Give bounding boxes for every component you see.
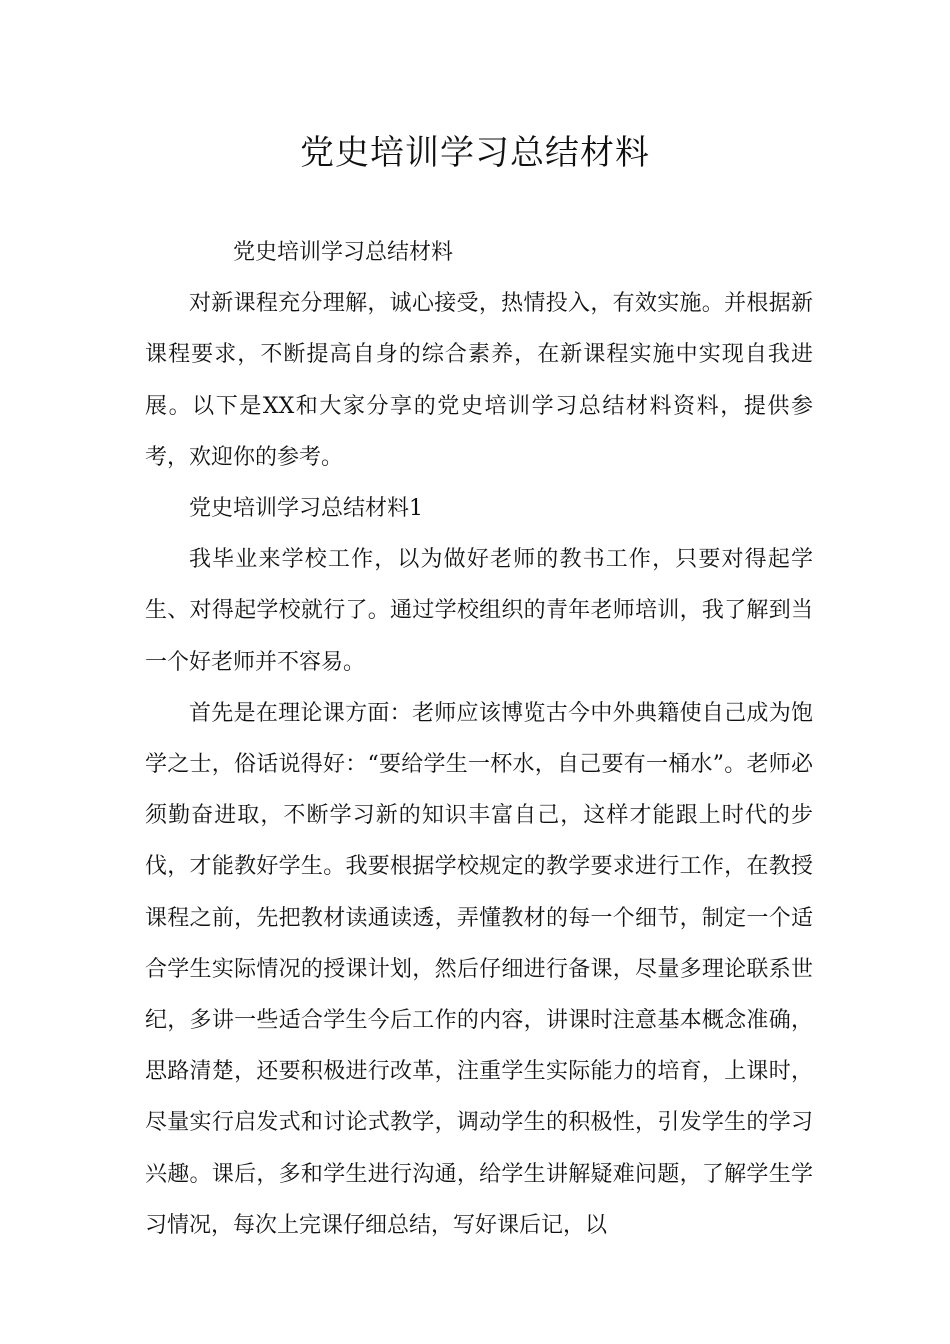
document-title: 党史培训学习总结材料 (300, 133, 650, 173)
subtitle-paragraph: 党史培训学习总结材料 (233, 240, 454, 265)
intro-paragraph: 对新课程充分理解，诚心接受，热情投入，有效实施。并根据新课程要求，不断提高自身的综合素养，在新课程实施中实现自我进展。以下是XX和大家分享的党史培训学习总结材料资料，提供参考，欢迎你的参考。 (145, 291, 813, 470)
document-body (145, 227, 813, 1251)
body-paragraph: 首先是在理论课方面：老师应该博览古今中外典籍使自己成为饱学之士，俗话说得好：“要给学生一杯水，自己要有一桶水”。老师必须勤奋进取，不断学习新的知识丰富自己，这样才能跟上时代的步伐，才能教好学生。我要根据学校规定的教学要求进行工作，在教授课程之前，先把教材读通读透，弄懂教材的每一个细节，制定一个适合学生实际情况的授课计划，然后仔细进行备课，尽量多理论联系世纪，多讲一些适合学生今后工作的内容，讲课时注意基本概念准确，思路清楚，还要积极进行改革，注重学生实际能力的培育，上课时，尽量实行启发式和讨论式教学，调动学生的积极性，引发学生的学习兴趣。课后，多和学生进行沟通，给学生讲解疑难问题，了解学生学习情况，每次上完课仔细总结，写好课后记，以 (145, 700, 813, 1238)
body-paragraph: 我毕业来学校工作，以为做好老师的教书工作，只要对得起学生、对得起学校就行了。通过学校组织的青年老师培训，我了解到当一个好老师并不容易。 (145, 547, 813, 675)
section-heading: 党史培训学习总结材料1 (189, 496, 423, 522)
